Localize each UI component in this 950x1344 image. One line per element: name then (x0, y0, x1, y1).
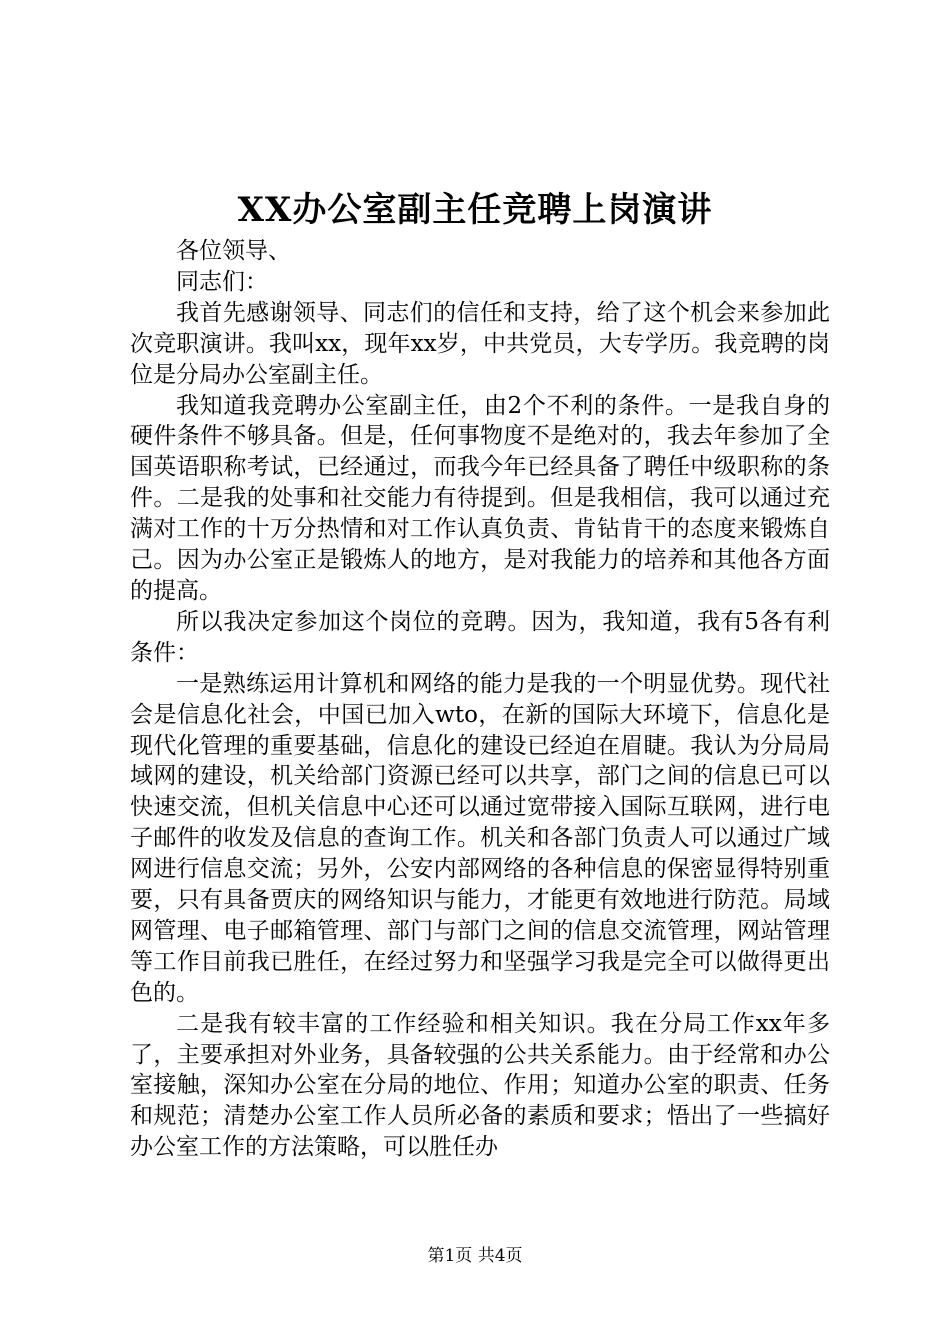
document-body (130, 236, 830, 1163)
body-paragraph: 我知道我竞聘办公室副主任，由2个不利的条件。一是我自身的硬件条件不够具备。但是，任何事物度不是绝对的，我去年参加了全国英语职称考试，已经通过，而我今年已经具备了聘任中级职称的条件。二是我的处事和社交能力有待提到。但是我相信，我可以通过充满对工作的十万分热情和对工作认真负责、肯钻肯干的态度来锻炼自己。因为办公室正是锻炼人的地方，是对我能力的培养和其他各方面的提高。 (130, 392, 830, 604)
body-paragraph: 一是熟练运用计算机和网络的能力是我的一个明显优势。现代社会是信息化社会，中国已加入wto，在新的国际大环境下，信息化是现代化管理的重要基础，信息化的建设已经迫在眉睫。我认为分局局域网的建设，机关给部门资源已经可以共享，部门之间的信息已可以快速交流，但机关信息中心还可以通过宽带接入国际互联网，进行电子邮件的收发及信息的查询工作。机关和各部门负责人可以通过广域网进行信息交流；另外，公安内部网络的各种信息的保密显得特别重要，只有具备贾庆的网络知识与能力，才能更有效地进行防范。局域网管理、电子邮箱管理、部门与部门之间的信息交流管理，网站管理等工作目前我已胜任，在经过努力和坚强学习我是完全可以做得更出色的。 (130, 670, 830, 1006)
greeting-line: 同志们： (176, 268, 268, 295)
body-paragraph: 二是我有较丰富的工作经验和相关知识。我在分局工作xx年多了，主要承担对外业务，具备较强的公共关系能力。由于经常和办公室接触，深知办公室在分局的地位、作用；知道办公室的职责、任务和规范；清楚办公室工作人员所必备的素质和要求；悟出了一些搞好办公室工作的方法策略，可以胜任办 (130, 1010, 830, 1161)
document-title: XX办公室副主任竞聘上岗演讲 (237, 190, 713, 230)
body-paragraph: 我首先感谢领导、同志们的信任和支持，给了这个机会来参加此次竞职演讲。我叫xx，现年xx岁，中共党员，大专学历。我竞聘的岗位是分局办公室副主任。 (130, 299, 830, 388)
greeting-line: 各位领导、 (176, 238, 291, 264)
page-footer: 第1页 共4页 (427, 1246, 523, 1266)
body-paragraph: 所以我决定参加这个岗位的竞聘。因为，我知道，我有5各有利条件： (130, 608, 830, 666)
